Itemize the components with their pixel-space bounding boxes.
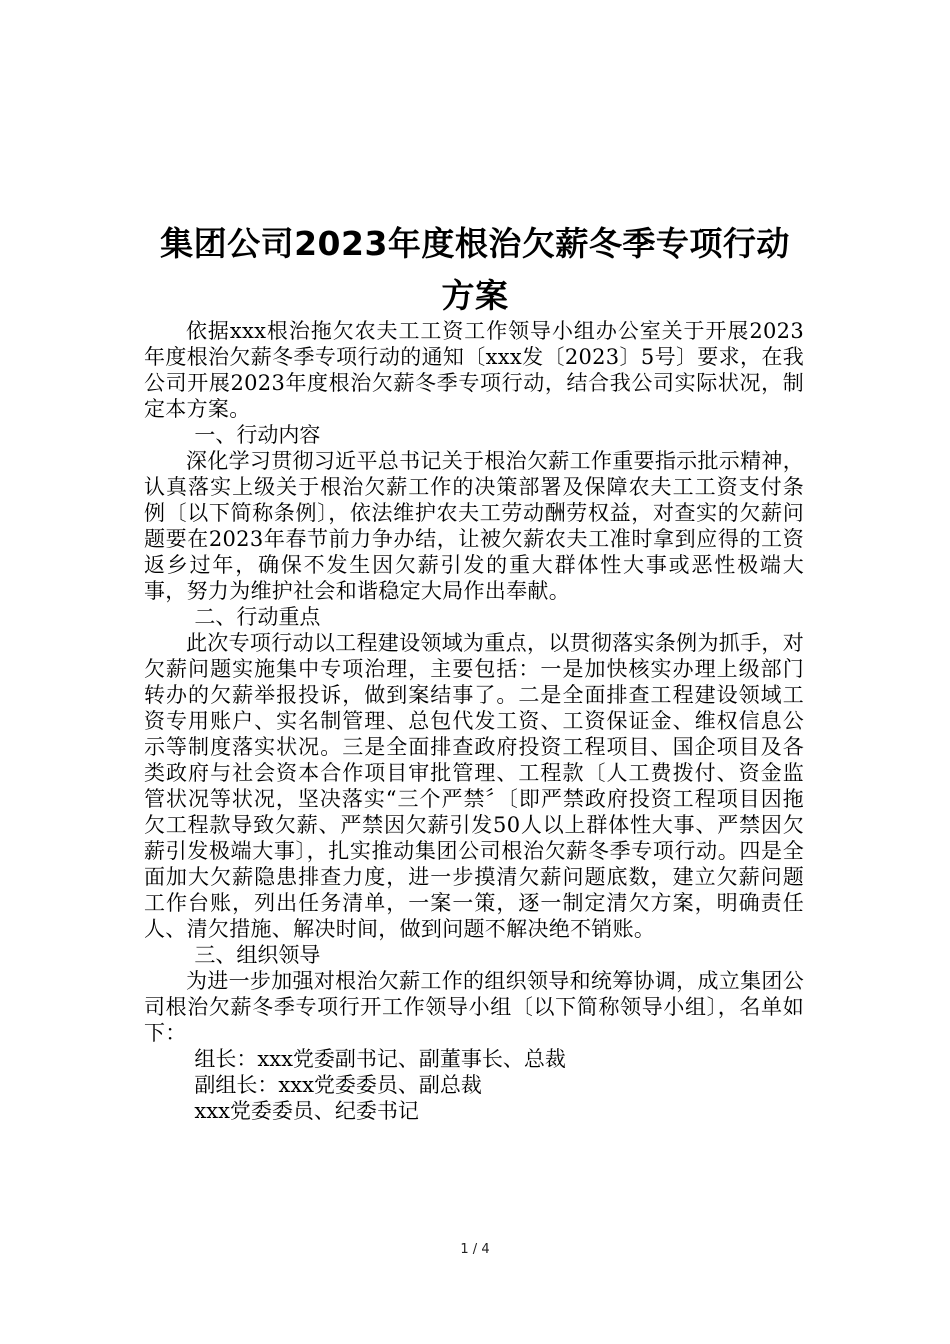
section-heading-focus: 二、行动重点 bbox=[194, 605, 321, 629]
title-line-2: 方案 bbox=[441, 276, 509, 316]
section-paragraph-content: 深化学习贯彻习近平总书记关于根治欠薪工作重要指示批示精神，认真落实上级关于根治欠薪工作的决策部署及保障农夫工工资支付条例〔以下简称条例〕，依法维护农夫工劳动酬劳权益，对查实的欠薪问题要在2023年春节前力争办结，让被欠薪农夫工准时拿到应得的工资返乡过年，确保不发生因欠薪引发的重大群体性大事或恶性极端大事，努力为维护社会和谐稳定大局作出奉献。 bbox=[144, 449, 804, 603]
member-line-discipline: xxx党委委员、纪委书记 bbox=[194, 1099, 419, 1123]
section-paragraph-focus: 此次专项行动以工程建设领域为重点，以贯彻落实条例为抓手，对欠薪问题实施集中专项治理，主要包括：一是加快核实办理上级部门转办的欠薪举报投诉，做到案结事了。二是全面排查工程建设领域工资专用账户、实名制管理、总包代发工资、工资保证金、维权信息公示等制度落实状况。三是全面排查政府投资工程项目、国企项目及各类政府与社会资本合作项目审批管理、工程款〔人工费拨付、资金监管状况等状况，坚决落实“三个严禁〞〔即严禁政府投资工程项目因拖欠工程款导致欠薪、严禁因欠薪引发50人以上群体性大事、严禁因欠薪引发极端大事〕，扎实推动集团公司根治欠薪冬季专项行动。四是全面加大欠薪隐患排查力度，进一步摸清欠薪问题底数，建立欠薪问题工作台账，列出任务清单，一案一策，逐一制定清欠方案，明确责任人、清欠措施、解决时间，做到问题不解决绝不销账。 bbox=[144, 631, 804, 941]
intro-paragraph: 依据xxx根治拖欠农夫工工资工作领导小组办公室关于开展2023年度根治欠薪冬季专项行动的通知〔xxx发〔2023〕5号〕要求，在我公司开展2023年度根治欠薪冬季专项行动，结合我公司实际状况，制定本方案。 bbox=[144, 319, 804, 421]
section-heading-leadership: 三、组织领导 bbox=[194, 943, 321, 967]
document-title bbox=[120, 218, 830, 322]
member-line-leader: 组长：xxx党委副书记、副董事长、总裁 bbox=[194, 1047, 566, 1071]
section-heading-content: 一、行动内容 bbox=[194, 423, 321, 447]
section-paragraph-leadership: 为进一步加强对根治欠薪工作的组织领导和统筹协调，成立集团公司根治欠薪冬季专项行开工作领导小组〔以下简称领导小组〕，名单如下： bbox=[144, 969, 804, 1045]
title-line-1: 集团公司2023年度根治欠薪冬季专项行动 bbox=[160, 224, 790, 264]
page-number: 1 / 4 bbox=[460, 1242, 490, 1257]
member-line-deputy: 副组长：xxx党委委员、副总裁 bbox=[194, 1073, 482, 1097]
document-body bbox=[144, 318, 804, 1124]
